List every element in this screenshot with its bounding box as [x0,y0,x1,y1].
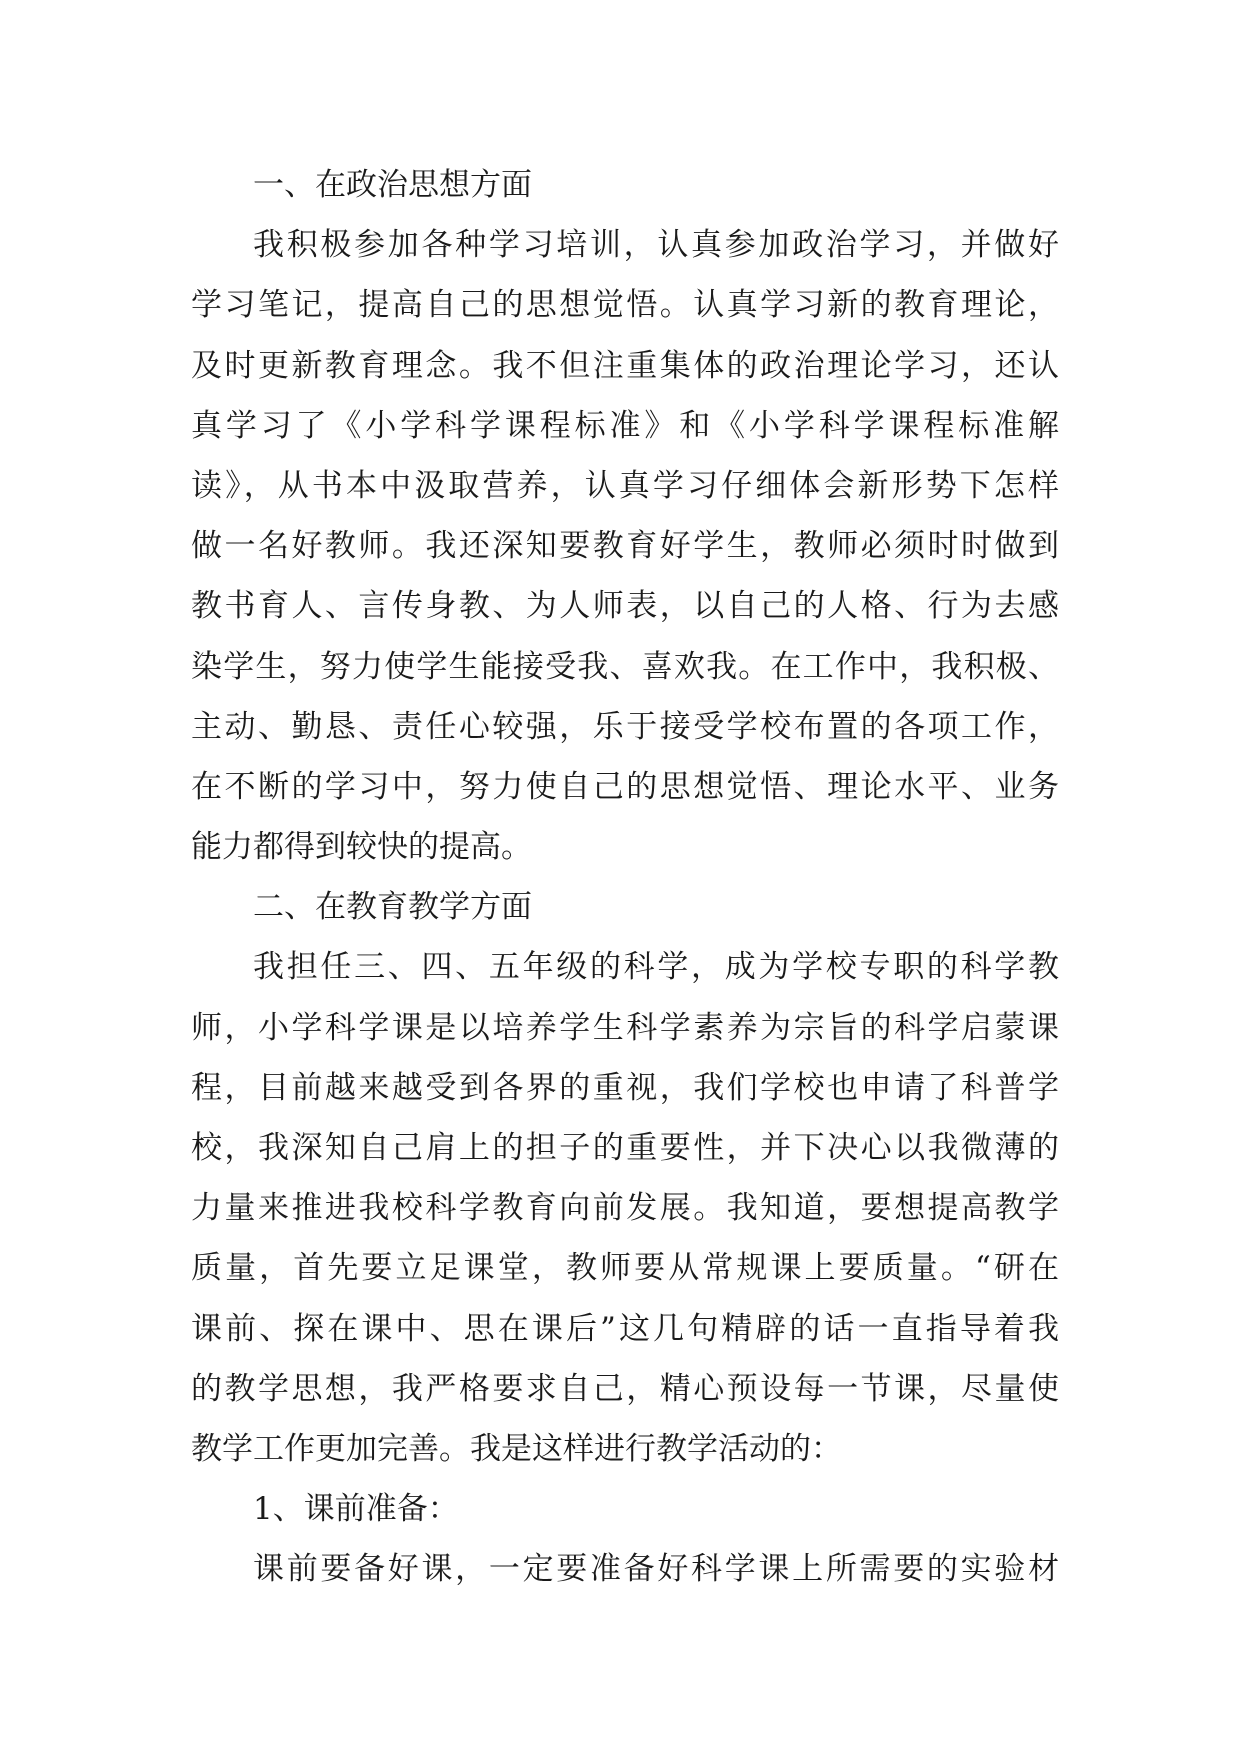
section-heading-teaching: 二、在教育教学方面 [253,889,532,926]
subsection-heading-preparation: 1、课前准备： [253,1491,459,1528]
paragraph-line: 教学工作更加完善。我是这样进行教学活动的： [191,1430,842,1467]
paragraph-line: 校，我深知自己肩上的担子的重要性，并下决心以我微薄的 [191,1130,1059,1166]
paragraph-line: 课前、探在课中、思在课后”这几句精辟的话一直指导着我 [191,1310,1059,1347]
paragraph-line: 的教学思想，我严格要求自己，精心预设每一节课，尽量使 [191,1370,1059,1407]
paragraph-line: 染学生，努力使学生能接受我、喜欢我。在工作中，我积极、 [191,648,1059,685]
paragraph-line: 真学习了《小学科学课程标准》和《小学科学课程标准解 [191,407,1059,444]
paragraph-line: 主动、勤恳、责任心较强，乐于接受学校布置的各项工作， [191,708,1059,745]
paragraph-line: 及时更新教育理念。我不但注重集体的政治理论学习，还认 [191,347,1059,384]
paragraph-line: 我积极参加各种学习培训，认真参加政治学习，并做好 [253,227,1059,264]
paragraph-line: 在不断的学习中，努力使自己的思想觉悟、理论水平、业务 [191,768,1059,805]
paragraph-line: 教书育人、言传身教、为人师表，以自己的人格、行为去感 [191,588,1059,625]
paragraph-line: 程，目前越来越受到各界的重视，我们学校也申请了科普学 [191,1069,1059,1106]
section-heading-political: 一、在政治思想方面 [253,167,532,203]
paragraph-line: 做一名好教师。我还深知要教育好学生，教师必须时时做到 [191,528,1059,565]
paragraph-line: 质量，首先要立足课堂，教师要从常规课上要质量。“研在 [191,1250,1059,1287]
document-body [191,155,1059,1600]
paragraph-line: 我担任三、四、五年级的科学，成为学校专职的科学教 [253,949,1059,986]
paragraph-line: 能力都得到较快的提高。 [191,829,532,866]
paragraph-line: 课前要备好课，一定要准备好科学课上所需要的实验材 [253,1551,1059,1588]
paragraph-line: 师，小学科学课是以培养学生科学素养为宗旨的科学启蒙课 [191,1009,1059,1046]
paragraph-line: 学习笔记，提高自己的思想觉悟。认真学习新的教育理论， [191,287,1059,324]
paragraph-line: 读》，从书本中汲取营养，认真学习仔细体会新形势下怎样 [191,467,1059,504]
paragraph-line: 力量来推进我校科学教育向前发展。我知道，要想提高教学 [191,1190,1059,1227]
